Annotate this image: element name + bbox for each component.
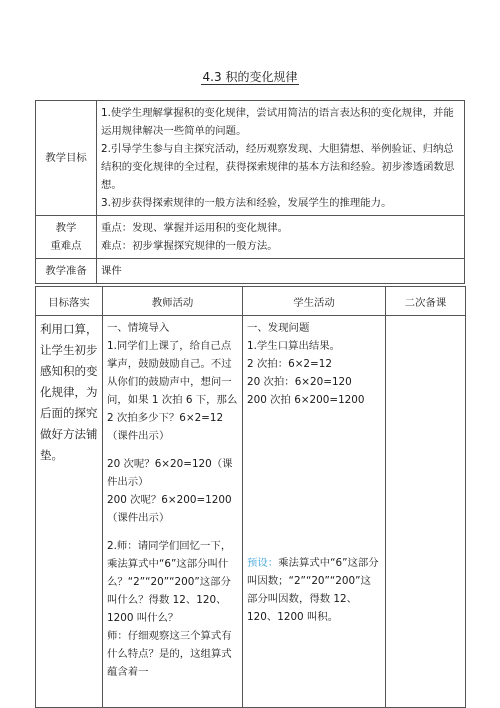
teacher-line: 1.同学们上课了，给自己点掌声，鼓励鼓励自己。不过从你们的鼓励声中，想问一问，如果 1 次拍 6 下，那么 2 次拍多少下？6×2=12（课件出示） bbox=[107, 340, 238, 442]
student-activity bbox=[247, 319, 381, 704]
goal-item: 2.引导学生参与自主探究活动，经历观察发现、大胆猜想、举例验证、归纳总结积的变化规律的全过程，获得探索规律的基本方法和经验。初步渗透函数思想。 bbox=[101, 143, 455, 191]
header-goal: 目标落实 bbox=[36, 287, 103, 316]
teaching-plan-table bbox=[35, 100, 465, 284]
header-student: 学生活动 bbox=[243, 287, 386, 316]
keypoints-label-line: 教学 bbox=[55, 222, 77, 234]
keypoints-cell bbox=[97, 216, 465, 259]
student-line: 20 次拍：6×20=120 bbox=[247, 376, 352, 388]
student-line: 一、发现问题 bbox=[247, 322, 310, 334]
student-line: 1.学生口算出结果。 bbox=[247, 340, 341, 352]
prep-cell: 课件 bbox=[97, 259, 465, 284]
preset-text: 乘法算式中“6”这部分叫因数；“2”“20”“200”这部分叫因数，得数 12、120、1200 叫积。 bbox=[247, 557, 379, 623]
prep-label: 教学准备 bbox=[36, 259, 97, 284]
student-line: 2 次拍：6×2=12 bbox=[247, 358, 332, 370]
goals-label: 教学目标 bbox=[36, 101, 97, 216]
keypoints-label-line: 重难点 bbox=[50, 240, 82, 252]
preset-label: 预设： bbox=[247, 557, 279, 569]
teacher-line: 一、情境导入 bbox=[107, 322, 170, 334]
goal-item: 3.初步获得探索规律的一般方法和经验，发展学生的推理能力。 bbox=[101, 197, 392, 209]
header-second: 二次备课 bbox=[386, 287, 466, 316]
second-cell bbox=[386, 316, 466, 708]
teacher-line: 师：仔细观察这三个算式有什么特点？是的，这组算式蕴含着一 bbox=[107, 630, 232, 678]
goal-text: 利用口算，让学生初步感知积的变化规律，为后面的探究做好方法铺垫。 bbox=[40, 322, 98, 462]
page-title: 4.3 积的变化规律 bbox=[202, 70, 298, 84]
teaching-process-table bbox=[35, 286, 466, 708]
goal-item: 1.使学生理解掌握积的变化规律，尝试用简洁的语言表达积的变化规律，并能运用规律解决一些简单的问题。 bbox=[101, 107, 454, 137]
teacher-line: 200 次呢？6×200=1200（课件出示） bbox=[107, 494, 232, 524]
student-cell bbox=[243, 316, 386, 708]
teacher-line: 20 次呢？6×20=120（课件出示） bbox=[107, 458, 233, 488]
teacher-line: 2.师：请同学们回忆一下，乘法算式中“6”这部分叫什么？“2”“20”“200”这部分叫什么？得数 12、120、1200 叫什么？ bbox=[107, 540, 232, 624]
keypoints-label bbox=[36, 216, 97, 259]
header-teacher: 教师活动 bbox=[103, 287, 243, 316]
goal-cell bbox=[36, 316, 103, 708]
goals-cell bbox=[97, 101, 465, 216]
teacher-cell bbox=[103, 316, 243, 708]
student-line: 200 次拍 6×200=1200 bbox=[247, 394, 365, 406]
student-preset bbox=[247, 554, 381, 626]
difficulty-text: 难点：初步掌握探究规律的一般方法。 bbox=[101, 240, 278, 252]
teacher-activity bbox=[107, 319, 238, 704]
keypoint-text: 重点：发现、掌握并运用积的变化规律。 bbox=[101, 222, 289, 234]
